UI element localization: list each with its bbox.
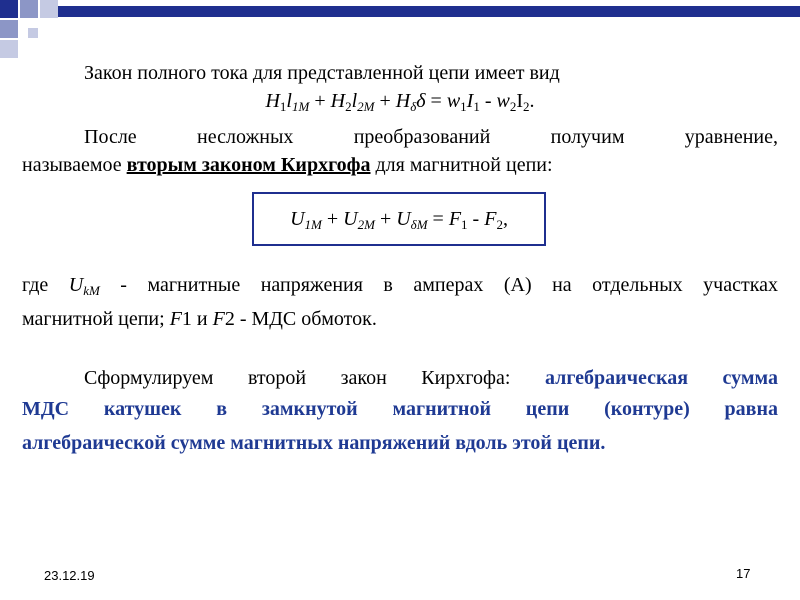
intro-text: Закон полного тока для представленной цепи имеет вид [84, 62, 560, 84]
slide-number: 17 [736, 566, 751, 581]
header-bar [58, 6, 800, 17]
paragraph-4-line-2: МДС катушек в замкнутой магнитной цепи (контуре) равна [22, 398, 778, 420]
corner-square-light [0, 40, 18, 58]
kirchhoff-formula-box [252, 192, 546, 246]
corner-square-mid [20, 0, 38, 18]
paragraph-2-line-2: называемое вторым законом Кирхгофа для магнитной цепи: [22, 154, 553, 176]
paragraph-4-line-3: алгебраической сумме магнитных напряжений вдоль этой цепи. [22, 432, 606, 454]
corner-square-small [28, 28, 38, 38]
paragraph-2-line-1: После несложных преобразований получим уравнение, [84, 126, 778, 148]
corner-square-mid [0, 20, 18, 38]
paragraph-4-line-1: Сформулируем второй закон Кирхгофа: алгебраическая сумма [84, 367, 778, 389]
kirchhoff-law-term: вторым законом Кирхгофа [126, 154, 371, 176]
paragraph-3-line-2: магнитной цепи; F1 и F2 - МДС обмоток. [22, 308, 377, 330]
corner-square-dark [0, 0, 18, 18]
corner-square-light [40, 0, 58, 18]
paragraph-3-line-1: где $U_{kМ}$ - магнитные напряжения в амперах (А) на отдельных участках [22, 274, 778, 298]
equation-full-current-law: $H_1l_{1М} + H_2l_{2М} + H_\delta\delta = w_1I_1 - w_2I_2$. [265, 90, 535, 114]
slide-date: 23.12.19 [44, 568, 95, 583]
kirchhoff-formula: $U_{1М} + U_{2М} + U_{\delta М} = F_1 - F_2$, [290, 207, 508, 232]
